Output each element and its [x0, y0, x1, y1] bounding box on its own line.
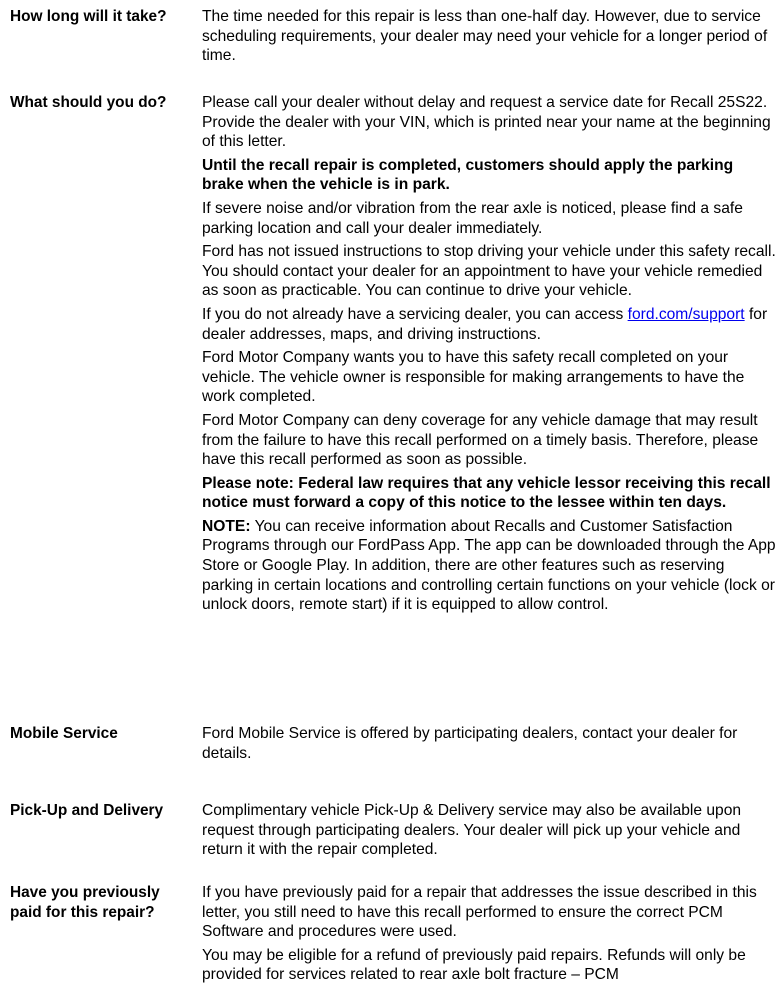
section-content [202, 724, 777, 767]
paragraph: Ford has not issued instructions to stop driving your vehicle under this safety recall. You should contact your dealer for an appointment to have your vehicle remedied as soon as practicable. You can continue to drive your vehicle. [202, 243, 776, 300]
section-label: Pick-Up and Delivery [10, 802, 164, 819]
paragraph-bold: Please note: Federal law requires that any vehicle lessor receiving this recall notice must forward a copy of this notice to the lessee within ten days. [202, 474, 771, 512]
paragraph: Please call your dealer without delay and request a service date for Recall 25S22. Provide the dealer with your VIN, which is printed near your name at the beginning of this letter. [202, 94, 771, 151]
paragraph: You may be eligible for a refund of previously paid repairs. Refunds will only be provided for services related to rear axle bolt fracture – PCM [202, 946, 746, 984]
paragraph-dealer-link [202, 305, 777, 344]
ford-support-link[interactable]: ford.com/support [627, 305, 745, 323]
paragraph: Ford Motor Company can deny coverage for any vehicle damage that may result from the failure to have this recall performed on a timely basis. Therefore, please have this recall performed as soon as possible. [202, 411, 759, 469]
section-content [202, 883, 777, 989]
paragraph-bold: Until the recall repair is completed, customers should apply the parking brake when the vehicle is in park. [202, 156, 734, 194]
paragraph: Ford Motor Company wants you to have this safety recall completed on your vehicle. The vehicle owner is responsible for making arrangements to have the work completed. [202, 349, 745, 406]
paragraph: If you have previously paid for a repair that addresses the issue described in this letter, you still need to have this recall performed to ensure the correct PCM Software and procedures were used. [202, 884, 757, 941]
paragraph: The time needed for this repair is less than one-half day. However, due to service scheduling requirements, your dealer may need your vehicle for a longer period of time. [202, 8, 768, 65]
section-label: Mobile Service [10, 725, 118, 742]
section-label: Have you previously paid for this repair? [10, 884, 160, 921]
note-label: NOTE: [202, 517, 251, 535]
paragraph: Complimentary vehicle Pick-Up & Delivery service may also be available upon request through participating dealers. Your dealer will pick up your vehicle and return it with the repair completed. [202, 802, 742, 859]
text: You can receive information about Recalls and Customer Satisfaction Programs through our FordPass App. The app can be downloaded through the App Store or Google Play. In addition, there are other features such as reserving parking in certain locations and controlling certain functions on your vehicle (lock or unlock doors, remote start) if it is equipped to allow control. [202, 517, 776, 614]
paragraph: Ford Mobile Service is offered by participating dealers, contact your dealer for details. [202, 725, 738, 762]
section-content [202, 7, 777, 70]
text: for dealer addresses, maps, and driving instructions. [202, 305, 768, 343]
text: If you do not already have a servicing dealer, you can access [202, 305, 628, 323]
section-content [202, 801, 777, 864]
section-label: How long will it take? [10, 8, 167, 25]
section-content [202, 93, 777, 619]
paragraph: If severe noise and/or vibration from the rear axle is noticed, please find a safe parking location and call your dealer immediately. [202, 199, 743, 237]
section-label: What should you do? [10, 94, 167, 111]
paragraph-note [202, 517, 777, 615]
